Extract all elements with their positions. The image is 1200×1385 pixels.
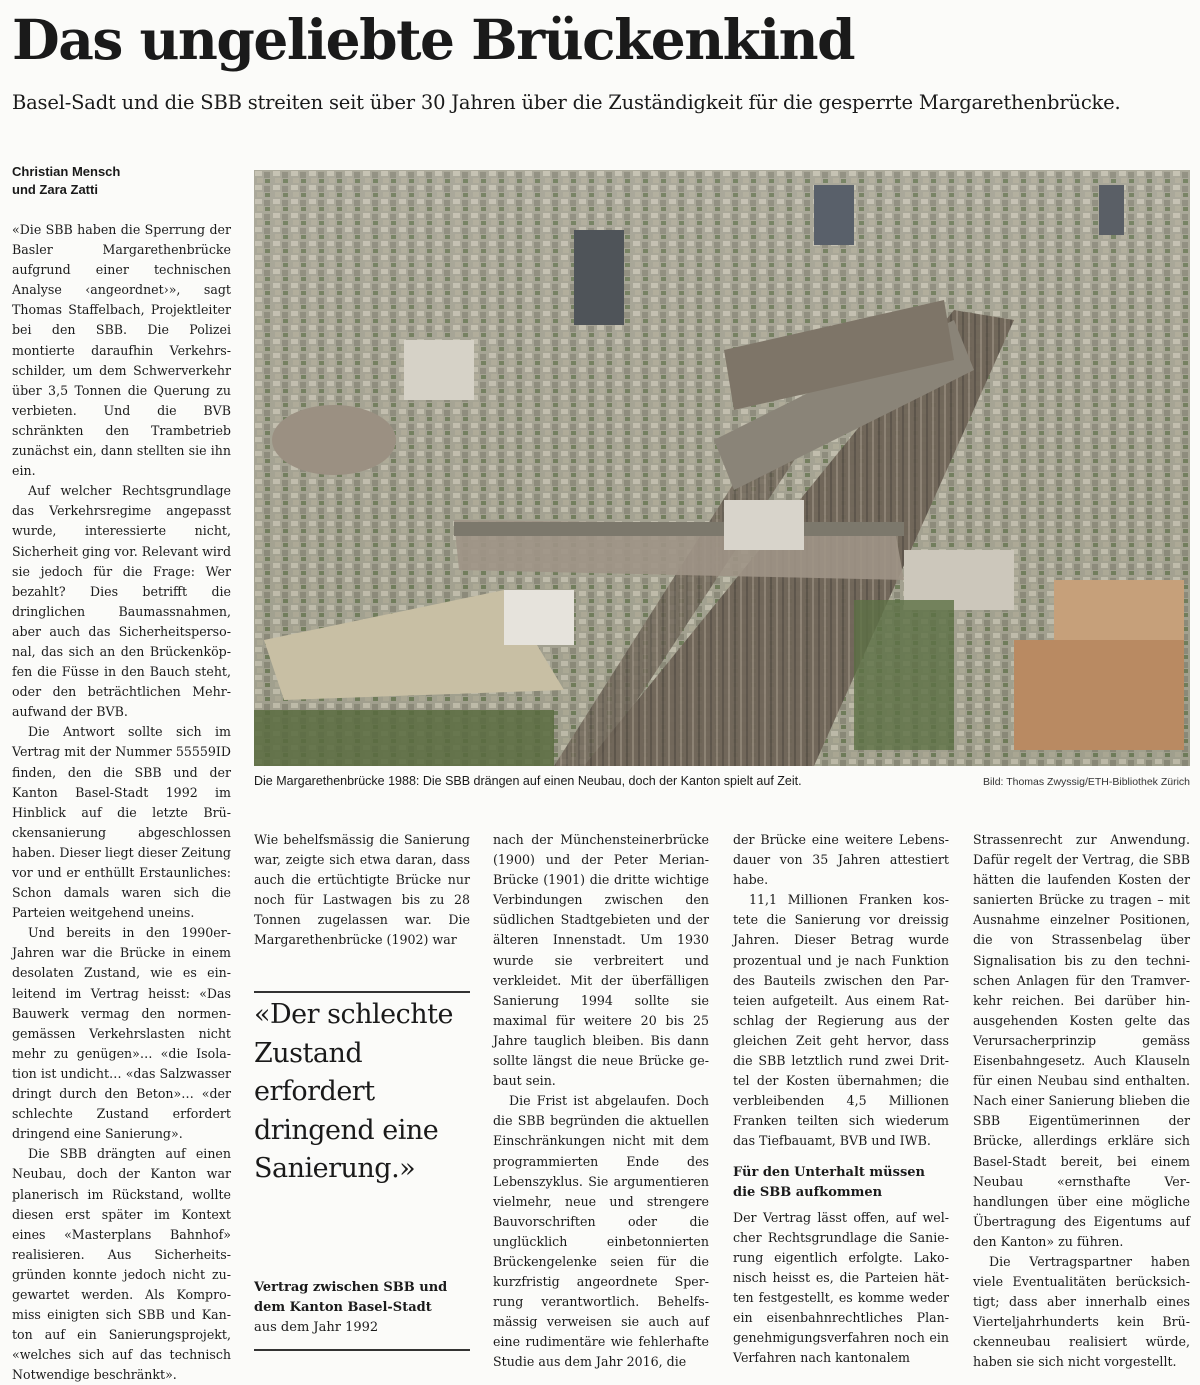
byline bbox=[12, 163, 242, 199]
paragraph: Und bereits in den 1990er-Jahren war die Brücke in einem desolaten Zustand, wie es einleitend im Vertrag heisst: «Das Bauwerk vermag den normengemässen Verkehrslasten nicht mehr zu genügen»… «die Isolation ist undicht… «das Salzwasser dringt durch den Beton»… «der schlechte Zustand erfordert dringend eine Sanierung». bbox=[12, 925, 231, 1142]
paragraph: Auf welcher Rechtsgrundlage das Verkehrsregime angepasst wurde, interessierte nicht, Sicherheit ging vor. Relevant wird sie jedoch für die Frage: Wer bezahlt? Dies betrifft die dringlichen Baumassnahmen, aber auch das Sicherheitspersonal, das sich an den Brückenköpfen die Füsse in den Bauch steht, oder den beträchtlichen Mehraufwand der BVB. bbox=[12, 483, 231, 720]
pull-quote bbox=[254, 996, 476, 1189]
subheadline: Basel-Sadt und die SBB streiten seit über 30 Jahren über die Zuständigkeit für die gesperrte Margarethenbrücke. bbox=[12, 91, 1121, 114]
pull-quote-source-regular: aus dem Jahr 1992 bbox=[254, 1320, 379, 1335]
section-subheading bbox=[733, 1163, 949, 1203]
photo-credit: Bild: Thomas Zwyssig/ETH-Bibliothek Zürich bbox=[983, 776, 1190, 788]
pull-quote-line: Sanierung.» bbox=[254, 1153, 416, 1184]
article-column-1 bbox=[12, 220, 231, 1385]
pull-quote-line: erfordert bbox=[254, 1076, 375, 1107]
quote-top-rule bbox=[254, 991, 470, 993]
pull-quote-line: Zustand bbox=[254, 1037, 363, 1069]
headline: Das ungeliebte Brückenkind bbox=[12, 7, 855, 72]
article-column-5 bbox=[973, 830, 1190, 1373]
aerial-photo-illustration bbox=[254, 170, 1190, 766]
quote-bottom-rule bbox=[254, 1349, 470, 1351]
paragraph: Wie behelfsmässig die Sanierung war, zeigte sich etwa daran, dass auch die ertüchtigte Brücke nur noch für Lastwagen bis zu 28 Tonnen zugelassen war. Die Margarethenbrücke (1902) war bbox=[254, 832, 470, 948]
paragraph: Die Frist ist abgelaufen. Doch die SBB begründen die aktuellen Einschränkungen nicht mit dem programmierten Ende des Lebenszyklus. Sie argumentieren vielmehr, neue und strengere Bauvorschriften oder die unglücklich einbetonnierten Brückengelenke seien für die kurzfristig angeordnete Sperrung verantwortlich. Behelfsmässig verweisen sie auch auf eine rudimentäre wie fehlerhafte Studie aus dem Jahr 2016, die bbox=[493, 1093, 709, 1370]
aerial-photo-margarethenbruecke bbox=[254, 170, 1190, 766]
article-column-3 bbox=[493, 830, 709, 1373]
author-line-2: und Zara Zatti bbox=[12, 182, 98, 197]
photo-caption bbox=[254, 772, 1190, 792]
pull-quote-source-bold: dem Kanton Basel-Stadt bbox=[254, 1300, 432, 1315]
paragraph: «Die SBB haben die Sperrung der Basler Margarethenbrücke aufgrund einer technischen Analyse ‹angeordnet›», sagt Thomas Staffelbach, Projektleiter bei den SBB. Die Polizei montierte daraufhin Verkehrsschilder, um dem Schwerverkehr über 3,5 Tonnen die Querung zu verbieten. Und die BVB schränkten den Trambetrieb zunächst ein, dann stellten sie ihn ein. bbox=[12, 222, 231, 479]
paragraph: der Brücke eine weitere Lebensdauer von 35 Jahren attestiert habe. bbox=[733, 832, 949, 888]
pull-quote-source-bold: Vertrag zwischen SBB und bbox=[254, 1280, 448, 1295]
paragraph: 11,1 Millionen Franken kostete die Sanierung vor dreissig Jahren. Dieser Betrag wurde prozentual und je nach Funktion des Bauteils zwischen den Parteien aufgeteilt. Aus einem Ratschlag der Regierung aus der gleichen Zeit geht hervor, dass die SBB letztlich rund zwei Drittel der Kosten übernahmen; die verbleibenden 4,5 Millionen Franken teilten sich wiederum das Tiefbauamt, BVB und IWB. bbox=[733, 892, 949, 1149]
paragraph: Die Antwort sollte sich im Vertrag mit der Nummer 55559ID finden, den die SBB und der Kanton Basel-Stadt 1992 im Hinblick auf die letzte Brückensanierung abgeschlossen haben. Dieser liegt dieser Zeitung vor und er enthüllt Erstaunliches: Schon damals waren sich die Parteien weitgehend uneins. bbox=[12, 724, 231, 921]
paragraph: Die Vertragspartner haben viele Eventualitäten berücksichtigt; dass aber innerhalb eines Vierteljahrhunderts kein Brückenneubau realisiert würde, haben sie sich nicht vorgestellt. bbox=[973, 1253, 1190, 1370]
paragraph: nach der Münchensteinerbrücke (1900) und der Peter Merian-Brücke (1901) die dritte wichtige Verbindungen zwischen den südlichen Stadtgebieten und der älteren Innenstadt. Um 1930 wurde sie verbreitert und verkleidet. Mit der überfälligen Sanierung 1994 sollte sie maximal für weitere 20 bis 25 Jahre tauglich bleiben. Bis dann sollte längst die neue Brücke gebaut sein. bbox=[493, 832, 709, 1089]
subheading-line: Für den Unterhalt müssen bbox=[733, 1164, 925, 1180]
paragraph: Der Vertrag lässt offen, auf welcher Rechtsgrundlage die Sanierung eigentlich erfolgte. Lakonisch heisst es, die Parteien hätten festgestellt, es komme weder ein eisenbahnrechtliches Plangenehmigungsverfahren noch ein Verfahren nach kantonalem bbox=[733, 1209, 949, 1366]
pull-quote-line: «Der schlechte bbox=[254, 999, 453, 1030]
paragraph: Strassenrecht zur Anwendung. Dafür regelt der Vertrag, die SBB hätten die laufenden Kosten der sanierten Brücke zu tragen – mit Ausnahme einzelner Positionen, die von Strassenbelag über Signalisation bis zu den technischen Anlagen für den Tramverkehr reichen. Bei darüber hinausgehenden Kosten gelte das Verursacherprinzip gemäss Eisenbahngesetz. Auch Klauseln für einen Neubau sind enthalten. Nach einer Sanierung blieben die SBB Eigentümerinnen der Brücke, allerdings erkläre sich Basel-Stadt bereit, bei einem Neubau «ernsthafte Verhandlungen über eine mögliche Übertragung des Eigentums auf den Kanton» zu führen. bbox=[973, 832, 1190, 1249]
subheading-line: die SBB aufkommen bbox=[733, 1184, 883, 1200]
caption-text: Die Margarethenbrücke 1988: Die SBB drängen auf einen Neubau, doch der Kanton spielt auf Zeit. bbox=[254, 774, 802, 788]
pull-quote-line: dringend eine bbox=[254, 1114, 439, 1146]
pull-quote-source bbox=[254, 1278, 470, 1338]
article-column-4 bbox=[733, 830, 949, 1368]
author-line-1: Christian Mensch bbox=[12, 164, 121, 179]
paragraph: Die SBB drängten auf einen Neubau, doch der Kanton war planerisch im Rückstand, wollte diesen erst später im Kontext eines «Masterplans Bahnhof» realisieren. Aus Sicherheitsgründen konnte jedoch nicht zugewartet werden. Als Kompromiss einigten sich SBB und Kanton auf ein Sanierungsprojekt, «welches sich auf das technisch Notwendige beschränkt». bbox=[12, 1146, 231, 1383]
article-column-2 bbox=[254, 830, 470, 951]
